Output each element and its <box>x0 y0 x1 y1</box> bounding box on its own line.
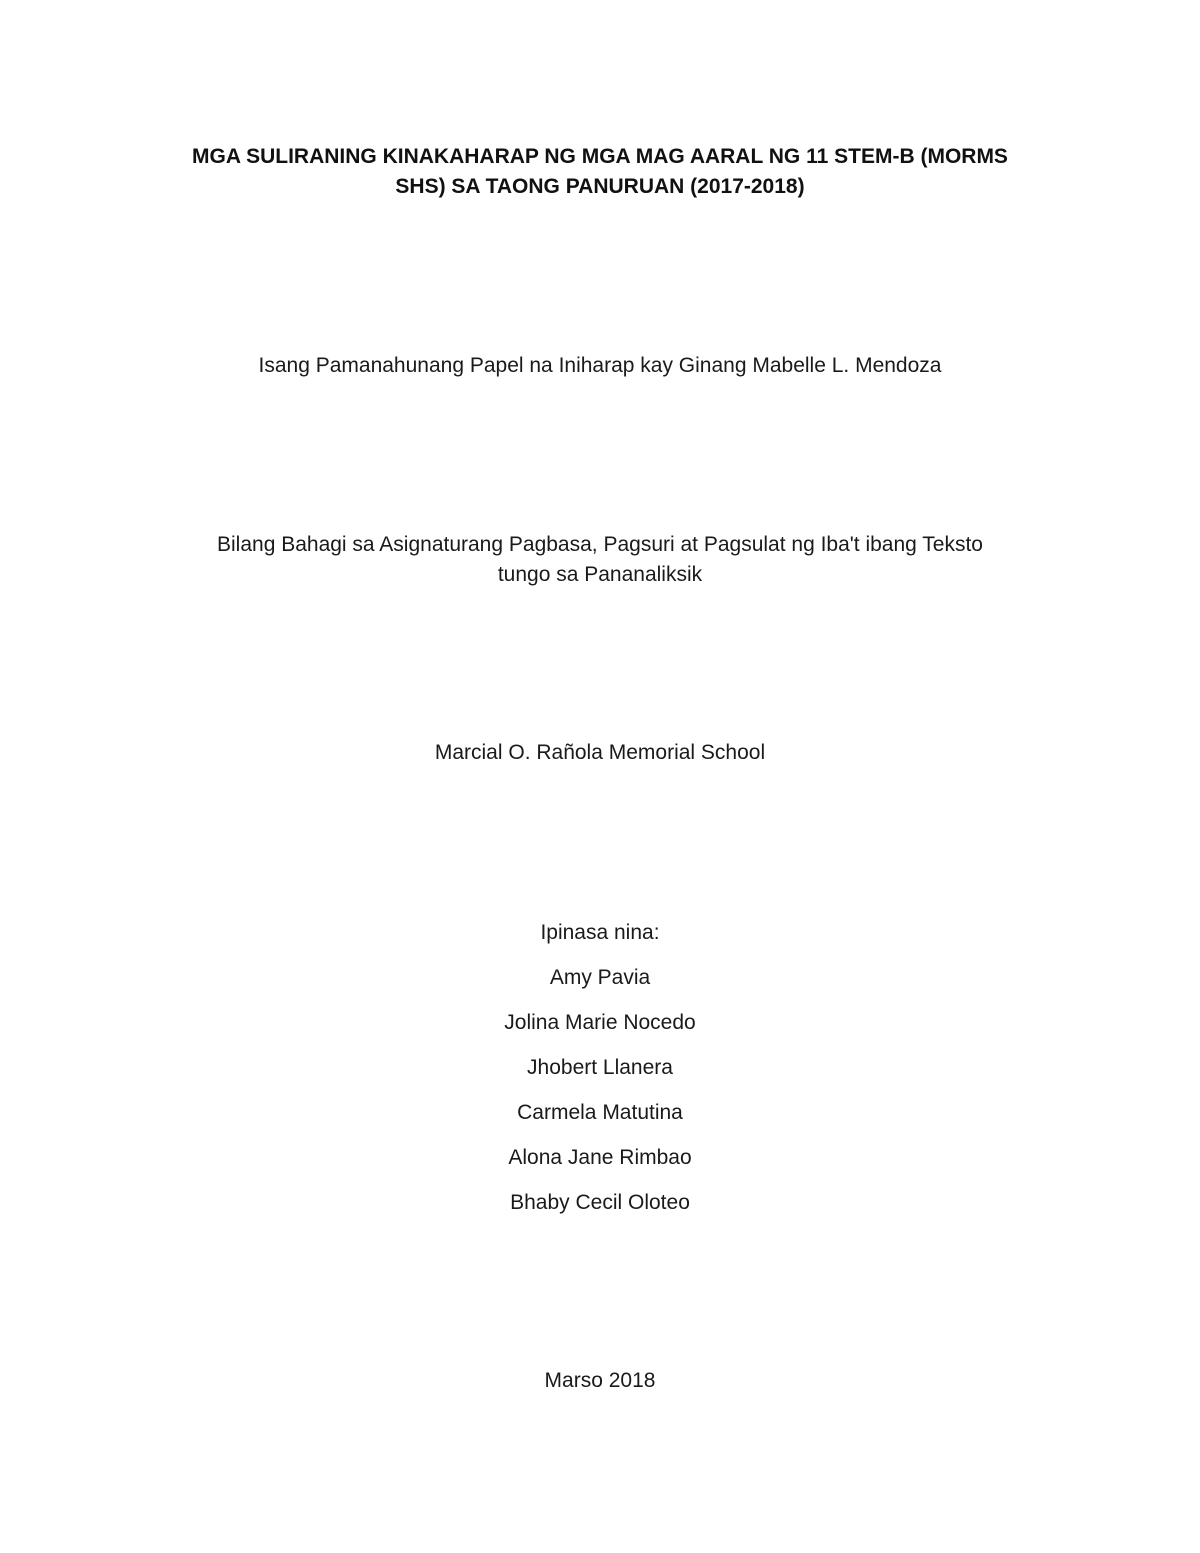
submitted-by-label: Ipinasa nina: <box>540 921 660 944</box>
author-name: Jolina Marie Nocedo <box>504 1011 696 1034</box>
school-name: Marcial O. Rañola Memorial School <box>434 741 766 764</box>
author-name: Jhobert Llanera <box>527 1056 673 1079</box>
subject-statement <box>140 530 1060 590</box>
submission-date: Marso 2018 <box>544 1369 656 1392</box>
subject-line-2: tungo sa Pananaliksik <box>497 563 703 586</box>
paper-title-line-2: SHS) SA TAONG PANURUAN (2017-2018) <box>395 175 805 198</box>
author-name: Amy Pavia <box>549 966 651 989</box>
paper-title <box>140 142 1060 202</box>
author-name: Alona Jane Rimbao <box>508 1146 692 1169</box>
paper-title-line-1: MGA SULIRANING KINAKAHARAP NG MGA MAG AARAL NG 11 STEM-B (MORMS <box>192 145 1008 168</box>
authors-section <box>140 918 1060 1233</box>
author-name: Carmela Matutina <box>517 1101 683 1124</box>
author-name: Bhaby Cecil Oloteo <box>510 1191 690 1214</box>
presented-to-line: Isang Pamanahunang Papel na Iniharap kay Ginang Mabelle L. Mendoza <box>258 354 942 377</box>
subject-line-1: Bilang Bahagi sa Asignaturang Pagbasa, Pagsuri at Pagsulat ng Iba't ibang Teksto <box>217 533 983 556</box>
